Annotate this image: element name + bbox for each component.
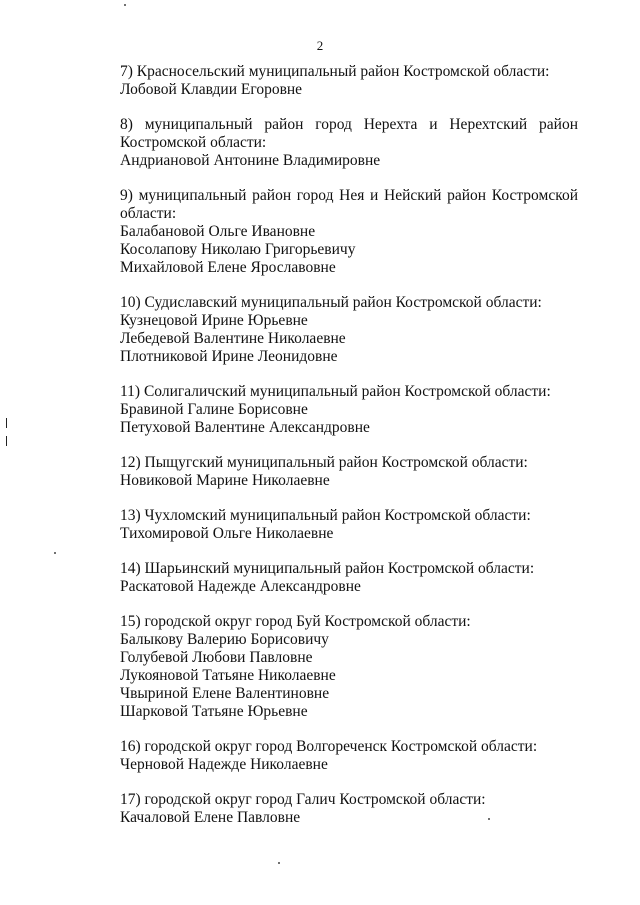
section-heading-line-1: 9) муниципальный район город Нея и Нейский район Костромской xyxy=(120,187,578,204)
section-heading: 7) Красносельский муниципальный район Костромской области: xyxy=(120,63,550,80)
list-section-8 xyxy=(120,116,578,170)
recipient-name: Раскатовой Надежде Александровне xyxy=(120,578,361,595)
list-section-9 xyxy=(120,187,578,277)
section-heading: 13) Чухломский муниципальный район Костромской области: xyxy=(120,507,531,524)
recipient-name: Шарковой Татьяне Юрьевне xyxy=(120,703,308,720)
recipient-name: Лебедевой Валентине Николаевне xyxy=(120,330,346,347)
recipient-name: Голубевой Любови Павловне xyxy=(120,649,313,666)
recipient-name: Чвыриной Елене Валентиновне xyxy=(120,685,330,702)
page-number: 2 xyxy=(316,38,324,53)
scan-speck xyxy=(54,552,56,554)
recipient-name: Плотниковой Ирине Леонидовне xyxy=(120,348,338,365)
list-section-13 xyxy=(120,507,578,543)
scan-speck xyxy=(278,862,280,864)
recipient-name: Кузнецовой Ирине Юрьевне xyxy=(120,312,308,329)
recipient-name: Лобовой Клавдии Егоровне xyxy=(120,81,303,98)
section-heading: 17) городской округ город Галич Костромской области: xyxy=(120,791,486,808)
section-heading: 15) городской округ город Буй Костромской области: xyxy=(120,613,471,630)
list-section-16 xyxy=(120,738,578,774)
recipient-name: Новиковой Марине Николаевне xyxy=(120,472,330,489)
scan-mark xyxy=(6,436,7,446)
award-list xyxy=(120,63,578,844)
list-section-10 xyxy=(120,294,578,366)
recipient-name: Черновой Надежде Николаевне xyxy=(120,756,328,773)
list-section-17 xyxy=(120,791,578,827)
recipient-name: Петуховой Валентине Александровне xyxy=(120,419,370,436)
section-heading-line-1: 8) муниципальный район город Нерехта и Нерехтский район xyxy=(120,116,578,133)
recipient-name: Балабановой Ольге Ивановне xyxy=(120,223,316,240)
list-section-12 xyxy=(120,454,578,490)
scan-speck xyxy=(124,4,126,6)
recipient-name: Тихомировой Ольге Николаевне xyxy=(120,525,334,542)
section-heading: 16) городской округ город Волгореченск Костромской области: xyxy=(120,738,538,755)
section-heading: 14) Шарьинский муниципальный район Костромской области: xyxy=(120,560,535,577)
list-section-14 xyxy=(120,560,578,596)
section-heading: 12) Пыщугский муниципальный район Костромской области: xyxy=(120,454,528,471)
recipient-name: Балыкову Валерию Борисовичу xyxy=(120,631,329,648)
recipient-name: Лукояновой Татьяне Николаевне xyxy=(120,667,336,684)
recipient-name: Андриановой Антонине Владимировне xyxy=(120,152,381,169)
recipient-name: Михайловой Елене Ярославовне xyxy=(120,259,336,276)
section-heading-line-2: области: xyxy=(120,205,177,222)
recipient-name: Косолапову Николаю Григорьевичу xyxy=(120,241,356,258)
recipient-name: Бравиной Галине Борисовне xyxy=(120,401,308,418)
list-section-11 xyxy=(120,383,578,437)
section-heading-line-2: Костромской области: xyxy=(120,134,267,151)
scan-speck xyxy=(488,818,490,820)
section-heading: 10) Судиславский муниципальный район Костромской области: xyxy=(120,294,542,311)
list-section-15 xyxy=(120,613,578,721)
section-heading: 11) Солигаличский муниципальный район Костромской области: xyxy=(120,383,551,400)
list-section-7 xyxy=(120,63,578,99)
scan-mark xyxy=(6,418,7,428)
recipient-name: Качаловой Елене Павловне xyxy=(120,809,301,826)
